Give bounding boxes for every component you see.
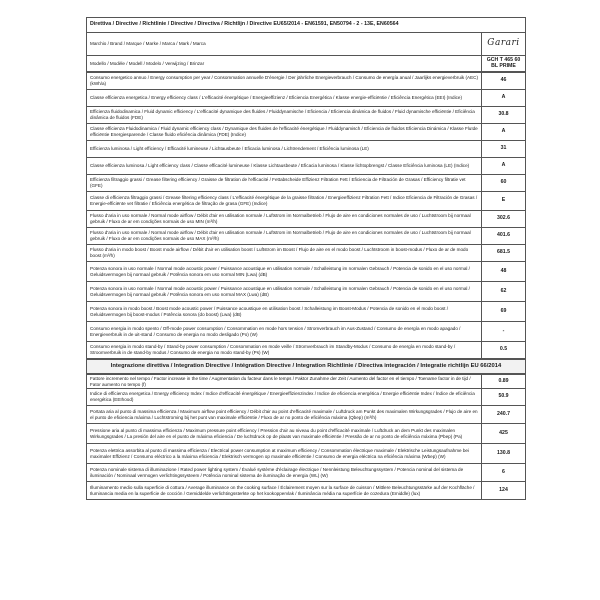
table-row — [87, 124, 526, 141]
row-label: Classe efficienza Fluidodinamica / Fluid dynamic efficiency class / Dynamique des fluides de l'efficacité énergétique / Fluiddynamisch / Eficiencia de fluidos Eficiencia Dinámica / Klasse Fluïde efficiëntie Energiesparende / Classe fluido eficiência dinâmica (FDE) (Indice) — [87, 124, 482, 141]
row-value: 240.7 — [482, 406, 526, 424]
row-value: 30.8 — [482, 107, 526, 124]
integration-section — [86, 359, 526, 374]
directive-header-row — [87, 18, 526, 33]
table-row — [87, 107, 526, 124]
row-value: 681.5 — [482, 245, 526, 262]
energy-label-sheet — [86, 17, 526, 500]
model-row — [87, 56, 526, 72]
table-row — [87, 322, 526, 342]
row-label: Potenza sonora in uso normale / Normal mode acoustic power / Puissance acoustique en utilisation normale / Schalleistung im normalen Gebrauch / Potencia de sonido en el uso normal / Geluidsvermogen bij normaal gebruik / Potência sonora em uso normal MIN (Lwa) (dB) — [87, 262, 482, 282]
row-label: Potenza elettrica assorbita al punto di massima efficienza / Electrical power consumption at maximum efficiency / Consommation électrique maximale / Elektrische Leistungsaufnahme bei maximaler Effizienz / Consumo eléctrico a la máxima eficiencia / Elektrisch vermogen op maximale efficiëntie / Consumo de energia eléctrica na eficiência máxima (Wbep) (W) — [87, 444, 482, 464]
table-row — [87, 342, 526, 359]
table-row — [87, 175, 526, 192]
row-value: A — [482, 124, 526, 141]
row-value: 0.89 — [482, 375, 526, 389]
row-value: A — [482, 90, 526, 107]
table-row — [87, 282, 526, 302]
row-value: 6 — [482, 464, 526, 482]
table-row — [87, 73, 526, 90]
row-label: Pressione aria al punto di massima efficienza / Maximum pressure point efficiency / Pression d'air au niveau du point d'efficacité maximale / Luftdruck an dem Punkt des maximalen Wirkungsgrades / La presión del aire en el punto de máxima eficiencia / De luchtdruck op de plaats van maximale efficiëntie / Pressão de ar no ponto de eficiência máxima (Pbep) (Pa) — [87, 424, 482, 444]
table-row — [87, 245, 526, 262]
row-value: 62 — [482, 282, 526, 302]
table-row — [87, 141, 526, 158]
row-value: 46 — [482, 73, 526, 90]
row-value: 31 — [482, 141, 526, 158]
energy-rows — [86, 72, 526, 359]
row-label: Consumo energetico annuo / Energy consumption per year / Consommation annuelle D'énergie / Der jährliche Energieverbrauch / Consumo de energía anual / Jaarlijks energieverbruik (AEC) (kWh/a) — [87, 73, 482, 90]
brand-label: Marchio / Brand / Marque / Marke / Marca / Mark / Marca — [87, 33, 482, 56]
row-label: Flusso d'aria in uso normale / Normal mode airflow / Débit d'air en utilisation normale / Luftstrom im Normalbetrieb / Flujo de aire en condiciones normales de uso / Luchtstroom bij normaal gebruik / Fluxo de ar em condições normais de uso MIN (m³/h) — [87, 211, 482, 228]
row-value: 0.5 — [482, 342, 526, 359]
table-row — [87, 90, 526, 107]
table-row — [87, 464, 526, 482]
row-label: Fattore incremento nel tempo / Factor increase in the time / Augmentation du facteur dans le temps / Faktor Zunahme der Zeit / Aumento del factor en el tiempo / Toename factor in de tijd / Fator aumento no tempo (f) — [87, 375, 482, 389]
row-value: 124 — [482, 482, 526, 500]
row-label: Portata aria al punto di massima efficienza / Maximum airflow point efficiency / Débit d'air au point d'efficacité maximale / Luftdruck am Punkt des maximalen Wirkungsgrades / Flujo de aire en el punto de eficiencia máxima / Luchtstroming bij het punt van maximale efficiëntie / Fluxo de ar no ponto de eficiência máxima (Qbep) (m³/h) — [87, 406, 482, 424]
table-row — [87, 482, 526, 500]
row-value: 401.6 — [482, 228, 526, 245]
table-row — [87, 211, 526, 228]
table-row — [87, 444, 526, 464]
table-row — [87, 262, 526, 282]
row-value: A — [482, 158, 526, 175]
table-row — [87, 228, 526, 245]
row-label: Classe efficienza energetica / Energy efficiency class / L'efficacité énergétique / Energieeffizienz / Eficiencia Energética / Klasse energie-efficiëntie / Eficiência Energética (EEI) (Indice) — [87, 90, 482, 107]
row-value: 48 — [482, 262, 526, 282]
brand-row — [87, 33, 526, 56]
row-label: Classe efficienza luminosa / Light efficiency class / Classe efficacité lumineuse / Klasse Lichtausbeute / Eficacia luminosa / Klasse lichtopbrengst / Classe Eficiência luminosa (LE) (Indice) — [87, 158, 482, 175]
row-label: Consumo energia in modo stand-by / Stand-by power consumption / Consommation en mode veille / Stromverbrauch im Standby-Modus / Consumo de energía en modo stand-by / Stroomverbruik in de stand-by modus / Consumo de energia no modo stand-by (Ps) (W) — [87, 342, 482, 359]
row-label: Illuminamento medio sulla superficie di cottura / Average illuminance on the cooking surface / Éclairement moyen sur la surface de cuisson / Mittlere Beleuchtungsstärke auf der Kochfläche / Iluminancia media en la superficie de cocción / Gemiddelde verlichtingssterkte op het kookoppervlak / Iluminância média na superfície de cozedura (Emiddle) (lux) — [87, 482, 482, 500]
row-label: Potenza sonora in uso normale / Normal mode acoustic power / Puissance acoustique en utilisation normale / Schalleistung im normalen Gebrauch / Potencia de sonido en el uso normal / Geluidsvermogen bij normaal gebruik / Potência sonora em uso normal MAX (Lwa) (dB) — [87, 282, 482, 302]
model-value: GCH T 465 60 BL PRIME — [481, 56, 525, 72]
row-label: Potenza sonora in modo boost / Boost mode acoustic power / Puissance acoustique en utilisation boost / Schalleistung im Boost-Modus / Potencia de sonido en el modo boost / Geluidsvermogen bij boost-modus / Potência sonora (do boost) (Lwa) (dB) — [87, 302, 482, 322]
row-value: 130.8 — [482, 444, 526, 464]
row-value: 50.9 — [482, 389, 526, 406]
brand-logo-cell — [481, 33, 525, 56]
row-label: Consumo energia in modo spento / Off-mode power consumption / Consommation en mode hors tension / Stromverbrauch im Aus-Zustand / Consumo de energía en modo apagado / Energieverbruik in de uit-stand / Consumo de energia no modo desligado (Po) (W) — [87, 322, 482, 342]
row-value: 69 — [482, 302, 526, 322]
row-label: Indice di efficienza energetica / Energy efficiency Index / Indice d'efficacité énergétique / Energieeffizienzindex / Indice de eficiencia energética / Energie efficiëntie Index / Índice de eficiência energética (EEIhood) — [87, 389, 482, 406]
row-label: Flusso d'aria in uso normale / Normal mode airflow / Débit d'air en utilisation normale / Luftstrom im Normalbetrieb / Flujo de aire en condiciones normales de uso / Luchtstroom bij normaal gebruik / Fluxo de ar em condições normais de uso MAX (m³/h) — [87, 228, 482, 245]
integration-rows — [86, 374, 526, 500]
table-row — [87, 302, 526, 322]
row-value: E — [482, 192, 526, 211]
row-label: Efficienza filtraggio grassi / Grease filtering efficiency / Graisse de filtration de l'efficacité / Fettabscheide Effizienz Filtration Fett / Eficiencia de Filtración de Grasas / Efficiency filtratie vet (GFE) — [87, 175, 482, 192]
brand-logo: Garari — [487, 38, 520, 49]
row-label: Flusso d'aria in modo boost / Boost mode airflow / Débit d'air en utilisation boost / Luftstrom im Boost / Flujo de aire en el modo boost / Luchtstroom in boost-modus / Fluxo de ar de modo boost (m³/h) — [87, 245, 482, 262]
table-row — [87, 406, 526, 424]
row-value: 302.6 — [482, 211, 526, 228]
row-label: Classe di efficienza filtraggio grassi / Grease filtering efficiency class / L'efficacité énergétique de la graisse filtration / Energieeffizienz Filtration Fett / Indice Eficiencia de Filtración de Grasas / Energie-efficiënte vet filtratie / Eficiência energética de filtração de grasa (GFE) (Indice) — [87, 192, 482, 211]
row-value: - — [482, 322, 526, 342]
table-row — [87, 375, 526, 389]
table-row — [87, 192, 526, 211]
product-data-table — [86, 17, 526, 72]
table-row — [87, 389, 526, 406]
row-label: Potenza nominale sistema di illuminazione / Rated power lighting system / Évalué système d'éclairage électrique / Nennleistung Beleuchtungssystem / Potencia nominal del sistema de iluminación / Nominaal vermogen verlichtingssysteem / Potência nominal sistema de iluminação de energia (WL) (W) — [87, 464, 482, 482]
row-value: 60 — [482, 175, 526, 192]
table-row — [87, 158, 526, 175]
integration-header: Integrazione direttiva / Integration Directive / Intégration Directive / Integration Richtlinie / Directiva integración / Integratie richtlijn EU 66/2014 — [87, 360, 526, 374]
directive-header: Direttiva / Directive / Richtlinie / Directive / Directiva / Richtlijn / Directive EU65/2014 - EN61591, EN50794 - 2 - 13E, EN60564 — [87, 18, 526, 33]
row-label: Efficienza luminosa / Light efficiency / Efficacité lumineuse / Lichtausbeute / Eficacia luminosa / Lichtrendement / Eficiência luminosa (LE) — [87, 141, 482, 158]
row-value: 425 — [482, 424, 526, 444]
integration-header-row — [87, 360, 526, 374]
table-row — [87, 424, 526, 444]
row-label: Efficienza fluidodinamica / Fluid dynamic efficiency / L'efficacité dynamique des fluides / Fluiddynamische / Eficiencia / Eficiencia dinámica de fluidos / Fluid dynamische efficiëntie / Eficiência dinâmica de fluidos (FDE) — [87, 107, 482, 124]
model-label: Modello / Modèle / Modell / Modelo / Verwijzing / Brinzar — [87, 56, 482, 72]
